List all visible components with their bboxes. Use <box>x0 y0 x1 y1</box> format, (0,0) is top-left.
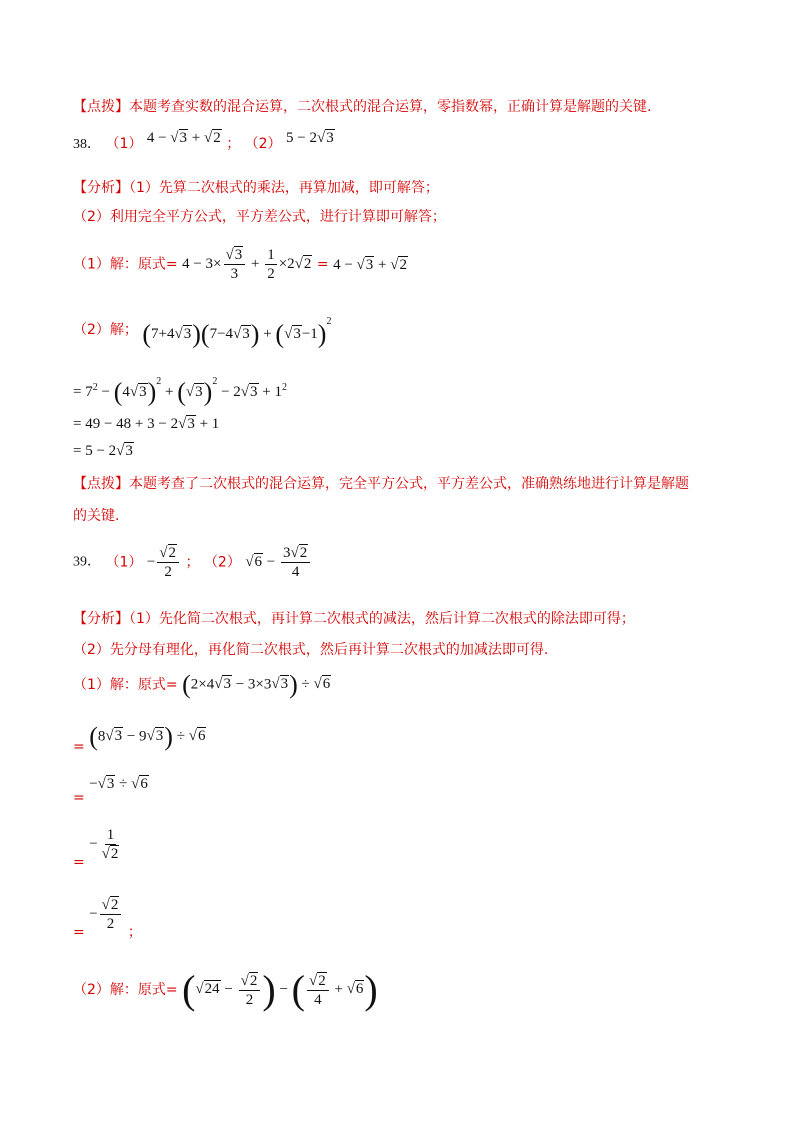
q39-ans2: √6 − $\frac{3√2}{4}$ <box>245 544 312 581</box>
q39-s1-expr: (8√3 − 9√3) ÷ √6 <box>89 722 206 751</box>
q38-sep: ； <box>226 136 241 152</box>
q39-sol2-expr: (√24 − $\frac{√2}{2}$ ) − ( $\frac{√2}{4}$ + √6) <box>182 967 378 1012</box>
q38-sol2-expr: $(7+4√3)(7-4√3) + (√3-1)^2$ <box>142 316 332 349</box>
s4-39 <box>73 896 142 943</box>
q39-sep: ； <box>185 554 200 571</box>
q39-s1-eq: = <box>73 739 85 755</box>
q39-sol1-expr: (2×4√3 − 3×3√3) ÷ √6 <box>182 670 331 699</box>
q39-s2-expr: −√3 ÷ √6 <box>89 776 148 792</box>
q39-sol1-label: （1）解：原式= <box>73 677 178 693</box>
q38-step2: = 49 − 48 + 3 − 2√3 + 1 <box>73 416 220 432</box>
analysis-38-2: （2）利用完全平方公式，平方差公式，进行计算即可解答； <box>73 209 446 225</box>
q38-part1: （1） <box>105 136 143 152</box>
analysis-38-1: 【分析】（1）先算二次根式的乘法，再算加减，即可解答； <box>73 180 439 196</box>
q39-ans1: − $\frac{√2}{2}$ <box>147 544 181 581</box>
q39-part2: （2） <box>203 554 241 571</box>
step-38-2 <box>73 414 219 434</box>
q38-number: 38． <box>73 137 101 152</box>
q38-step3: = 5 − 2√3 <box>73 443 133 459</box>
q38-sol1-label: （1）解：原式= <box>73 256 178 273</box>
q39-number: 39． <box>73 554 101 570</box>
q38-ans2: 5 − 2√3 <box>286 130 334 146</box>
q38-sol1-eq: = <box>316 256 329 273</box>
solution-39-2 <box>73 967 378 1012</box>
q39-part1: （1） <box>105 554 143 571</box>
q38-part2: （2） <box>244 136 282 152</box>
q39-s4-expr: − $\frac{√2}{2}$ <box>89 896 123 933</box>
q38-step1: = $7^2 - (4√3)^2 + (√3)^2 - 2√3 + 1^2$ <box>73 376 287 407</box>
q38-sol2-label: （2）解； <box>73 321 138 338</box>
s3-39 <box>73 826 123 873</box>
s1-39 <box>73 724 206 757</box>
step-38-1 <box>73 372 287 406</box>
solution-39-1 <box>73 672 331 698</box>
q39-s4-semi: ； <box>127 924 142 941</box>
q38-ans1: 4 − √3 + √2 <box>146 130 221 146</box>
tip-38-line2: 的关键. <box>73 508 120 524</box>
tip-37: 【点拨】本题考查实数的混合运算，二次根式的混合运算，零指数幂，正确计算是解题的关键. <box>73 99 652 115</box>
solution-38-2 <box>73 312 331 348</box>
q39-s3-expr: − $\frac{1}{√2}$ <box>89 827 119 862</box>
solution-38-1 <box>73 246 408 283</box>
analysis-39-1: 【分析】（1）先化简二次根式，再计算二次根式的减法，然后计算二次根式的除法即可得； <box>73 611 635 627</box>
q39-s4-eq: = <box>73 924 85 941</box>
analysis-39-2: （2）先分母有理化，再化简二次根式，然后再计算二次根式的加减法即可得. <box>73 642 549 658</box>
step-38-3 <box>73 441 134 461</box>
q38-sol1-expr: 4 − 3× $\frac{√3}{3}$ + $\frac{1}{2}$ ×2√2 <box>182 247 312 282</box>
q39-sol2-label: （2）解：原式= <box>73 982 178 998</box>
tip-38-line1: 【点拨】本题考查了二次根式的混合运算，完全平方公式，平方差公式，准确熟练地进行计算是解题 <box>73 476 689 492</box>
q39-s2-eq: = <box>73 790 85 806</box>
s2-39 <box>73 774 149 808</box>
q39-s3-eq: = <box>73 854 85 871</box>
q38-sol1-result: 4 − √3 + √2 <box>333 256 407 273</box>
answer-39 <box>73 544 312 581</box>
answer-38 <box>73 130 335 155</box>
